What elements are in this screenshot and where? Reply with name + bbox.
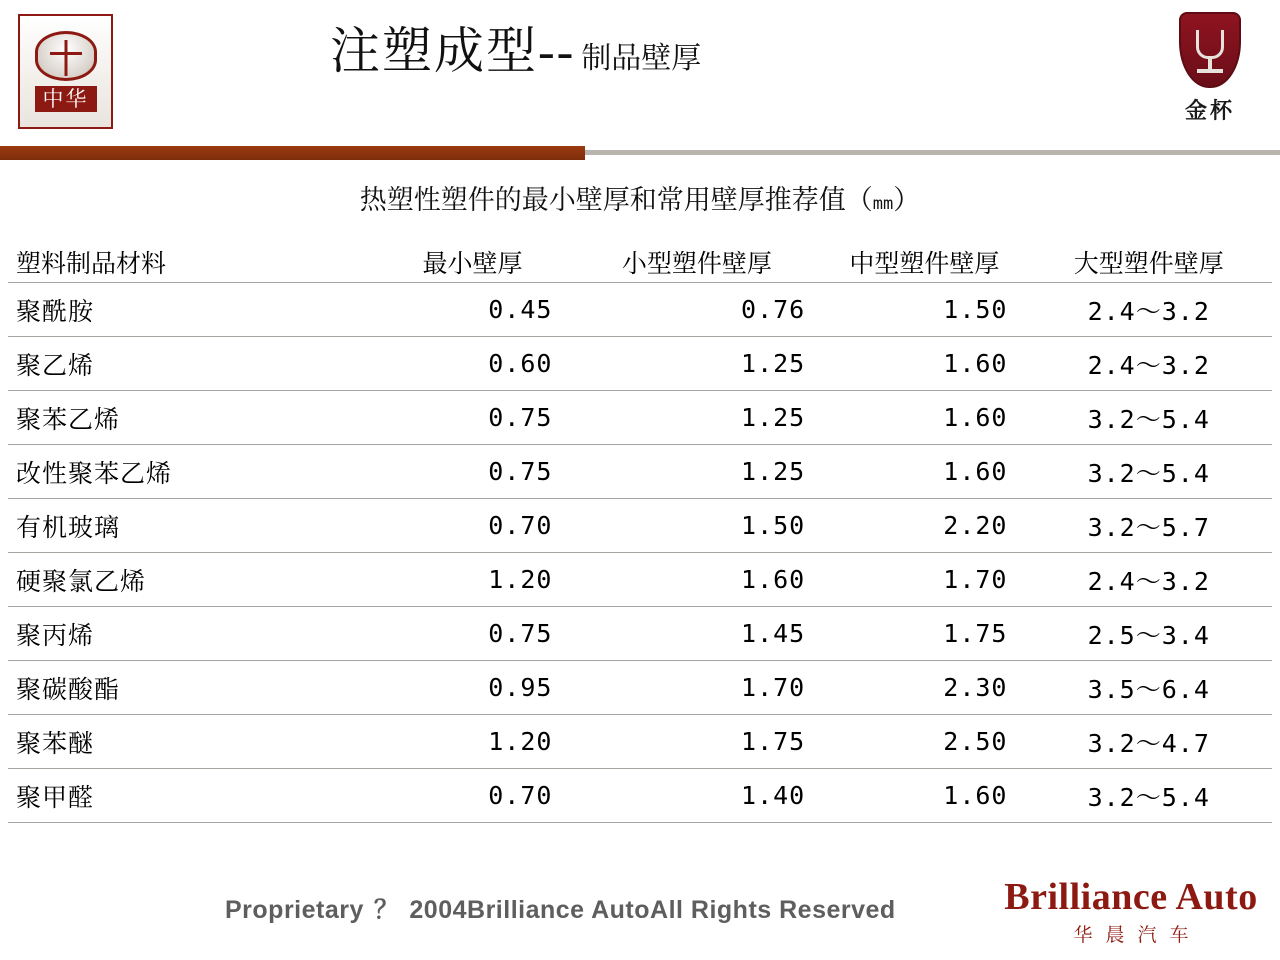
cell-medium: 2.30 <box>823 661 1025 715</box>
column-header-small-part: 小型塑件壁厚 <box>621 251 772 278</box>
copyright-symbol: ？ <box>373 896 400 924</box>
cup-base-icon <box>1197 69 1223 73</box>
cell-medium: 1.70 <box>823 553 1025 607</box>
cell-medium: 1.60 <box>823 769 1025 823</box>
table-row <box>8 283 1272 337</box>
cell-medium: 2.50 <box>823 715 1025 769</box>
table-caption-unit: mm <box>872 194 894 214</box>
wall-thickness-table <box>8 232 1272 876</box>
cell-min: 1.20 <box>375 715 571 769</box>
cell-material: 聚丙烯 <box>8 607 375 661</box>
page-title <box>330 22 701 80</box>
cell-min: 0.70 <box>375 499 571 553</box>
footer-logo-main: Brilliance Auto <box>1004 876 1258 918</box>
table-row <box>8 445 1272 499</box>
table-row <box>8 499 1272 553</box>
cell-large: 2.4～3.2 <box>1025 337 1272 391</box>
cup-icon <box>1196 30 1224 59</box>
table-caption-text: 热塑性塑件的最小壁厚和常用壁厚推荐值（ <box>359 185 873 215</box>
cell-large: 3.2～5.4 <box>1025 445 1272 499</box>
cell-min: 0.75 <box>375 445 571 499</box>
cell-material: 聚碳酸酯 <box>8 661 375 715</box>
cell-small: 1.45 <box>570 607 823 661</box>
table-row <box>8 661 1272 715</box>
cell-small: 0.76 <box>570 283 823 337</box>
cell-medium: 1.60 <box>823 391 1025 445</box>
table-row <box>8 769 1272 823</box>
shield-icon <box>1179 12 1241 88</box>
cell-material: 硬聚氯乙烯 <box>8 553 375 607</box>
table-caption <box>0 178 1280 217</box>
cell-min: 0.75 <box>375 607 571 661</box>
table-row <box>8 337 1272 391</box>
cell-small: 1.50 <box>570 499 823 553</box>
table-row <box>8 607 1272 661</box>
brilliance-china-logo <box>18 14 113 129</box>
copyright-text <box>225 890 896 926</box>
cell-small: 1.75 <box>570 715 823 769</box>
table-caption-tail: ） <box>893 185 921 215</box>
cell-medium: 1.60 <box>823 445 1025 499</box>
jinbei-logo-label: 金杯 <box>1184 98 1235 123</box>
cell-material: 聚乙烯 <box>8 337 375 391</box>
cell-large: 2.4～3.2 <box>1025 553 1272 607</box>
footer-logo-sub: 华晨汽车 <box>1073 925 1202 946</box>
cell-large: 3.2～4.7 <box>1025 715 1272 769</box>
copyright-year-company: 2004Brilliance Auto <box>409 896 651 924</box>
cell-large: 3.5～6.4 <box>1025 661 1272 715</box>
slide-header <box>0 0 1280 140</box>
cell-medium: 1.60 <box>823 337 1025 391</box>
page-title-sub: 制品壁厚 <box>581 42 702 75</box>
cell-large: 2.5～3.4 <box>1025 607 1272 661</box>
cell-large: 2.4～3.2 <box>1025 283 1272 337</box>
cell-min: 0.60 <box>375 337 571 391</box>
cell-medium: 1.50 <box>823 283 1025 337</box>
cell-small: 1.25 <box>570 445 823 499</box>
page-title-main: 注塑成型-- <box>330 23 576 79</box>
emblem-icon <box>35 31 97 81</box>
column-header-large-part: 大型塑件壁厚 <box>1073 251 1224 278</box>
cell-material: 聚苯醚 <box>8 715 375 769</box>
cell-material: 有机玻璃 <box>8 499 375 553</box>
cell-medium: 2.20 <box>823 499 1025 553</box>
table-row <box>8 391 1272 445</box>
column-header-min-thickness: 最小壁厚 <box>422 251 523 278</box>
slide-footer <box>0 868 1280 960</box>
table-row <box>8 553 1272 607</box>
brilliance-logo-label: 中华 <box>35 86 97 112</box>
header-accent-bar-tail <box>585 150 1280 155</box>
cell-min: 0.75 <box>375 391 571 445</box>
table-header-row <box>8 232 1272 283</box>
brilliance-auto-footer-logo <box>996 876 1266 947</box>
cell-medium: 1.75 <box>823 607 1025 661</box>
copyright-rights: All Rights Reserved <box>650 896 896 924</box>
cell-large: 3.2～5.7 <box>1025 499 1272 553</box>
cell-material: 聚甲醛 <box>8 769 375 823</box>
cell-min: 0.95 <box>375 661 571 715</box>
cell-large: 3.2～5.4 <box>1025 769 1272 823</box>
jinbei-logo <box>1162 12 1258 132</box>
cell-material: 改性聚苯乙烯 <box>8 445 375 499</box>
cell-material: 聚苯乙烯 <box>8 391 375 445</box>
cell-small: 1.25 <box>570 391 823 445</box>
cell-large: 3.2～5.4 <box>1025 391 1272 445</box>
cell-small: 1.25 <box>570 337 823 391</box>
column-header-material: 塑料制品材料 <box>16 251 167 278</box>
cup-stem-icon <box>1208 56 1212 70</box>
column-header-medium-part: 中型塑件壁厚 <box>849 251 1000 278</box>
table-row <box>8 715 1272 769</box>
cell-small: 1.70 <box>570 661 823 715</box>
cell-min: 1.20 <box>375 553 571 607</box>
cell-min: 0.70 <box>375 769 571 823</box>
copyright-proprietary: Proprietary <box>225 896 364 924</box>
cell-small: 1.60 <box>570 553 823 607</box>
header-accent-bar <box>0 146 585 160</box>
cell-small: 1.40 <box>570 769 823 823</box>
cell-min: 0.45 <box>375 283 571 337</box>
cell-material: 聚酰胺 <box>8 283 375 337</box>
